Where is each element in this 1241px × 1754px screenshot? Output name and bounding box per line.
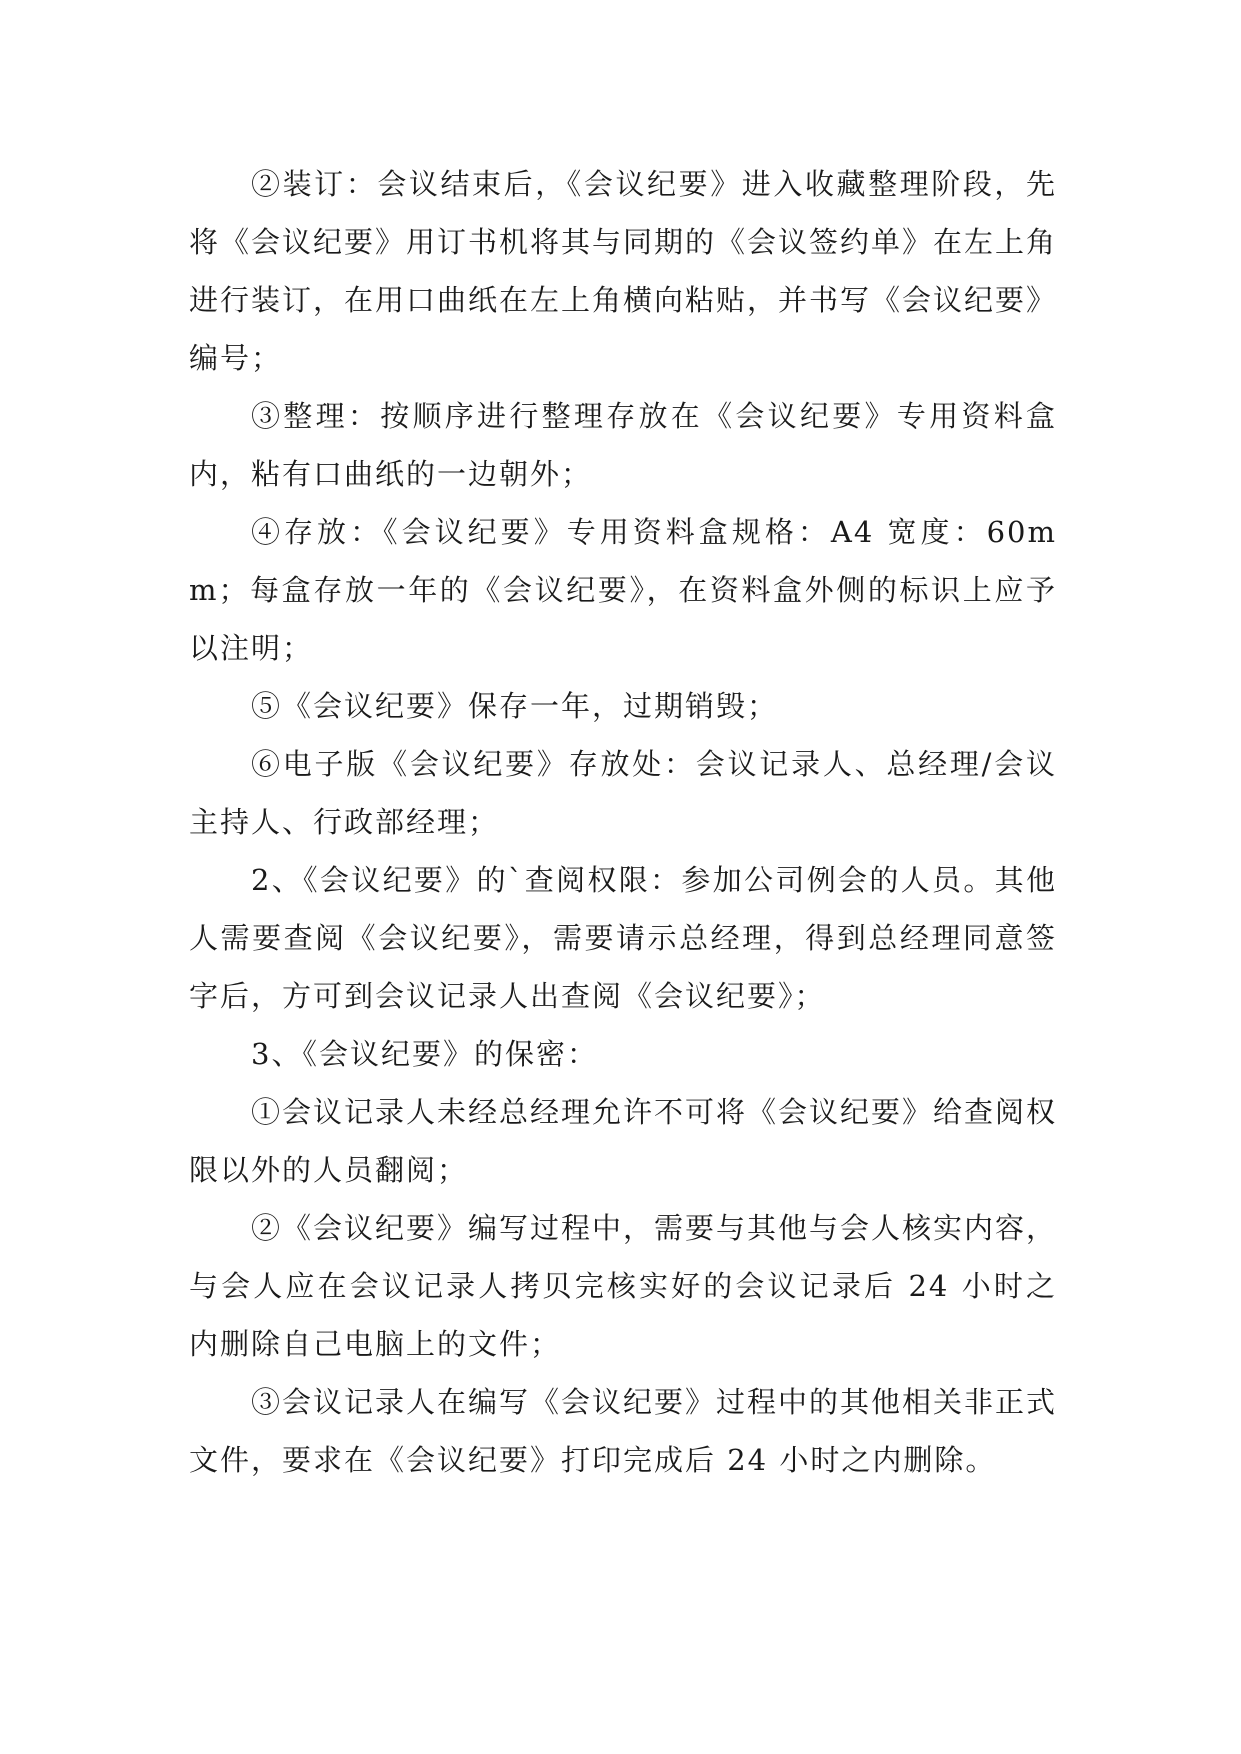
paragraph-confidentiality-3: ③会议记录人在编写《会议纪要》过程中的其他相关非正式文件，要求在《会议纪要》打印完成后 24 小时之内删除。 — [189, 1385, 1058, 1477]
paragraph-organizing: ③整理：按顺序进行整理存放在《会议纪要》专用资料盒内，粘有口曲纸的一边朝外； — [189, 399, 1057, 491]
paragraph-access-rights: 2、《会议纪要》的`查阅权限：参加公司例会的人员。其他人需要查阅《会议纪要》，需要请示总经理，得到总经理同意签字后，方可到会议记录人出查阅《会议纪要》； — [189, 863, 1057, 1013]
paragraph-confidentiality-heading: 3、《会议纪要》的保密： — [251, 1037, 598, 1071]
paragraph-retention: ⑤《会议纪要》保存一年，过期销毁； — [251, 689, 779, 723]
document-page — [189, 155, 1057, 1489]
paragraph-confidentiality-2: ②《会议纪要》编写过程中，需要与其他与会人核实内容，与会人应在会议记录人拷贝完核实好的会议记录后 24 小时之内删除自己电脑上的文件； — [189, 1211, 1058, 1361]
paragraph-binding: ②装订：会议结束后，《会议纪要》进入收藏整理阶段，先将《会议纪要》用订书机将其与同期的《会议签约单》在左上角进行装订，在用口曲纸在左上角横向粘贴，并书写《会议纪要》编号； — [189, 167, 1058, 375]
paragraph-storage: ④存放：《会议纪要》专用资料盒规格：A4 宽度：60mm；每盒存放一年的《会议纪要》，在资料盒外侧的标识上应予以注明； — [189, 515, 1057, 665]
paragraph-electronic-copy: ⑥电子版《会议纪要》存放处：会议记录人、总经理/会议主持人、行政部经理； — [189, 747, 1057, 839]
paragraph-confidentiality-1: ①会议记录人未经总经理允许不可将《会议纪要》给查阅权限以外的人员翻阅； — [189, 1095, 1058, 1187]
